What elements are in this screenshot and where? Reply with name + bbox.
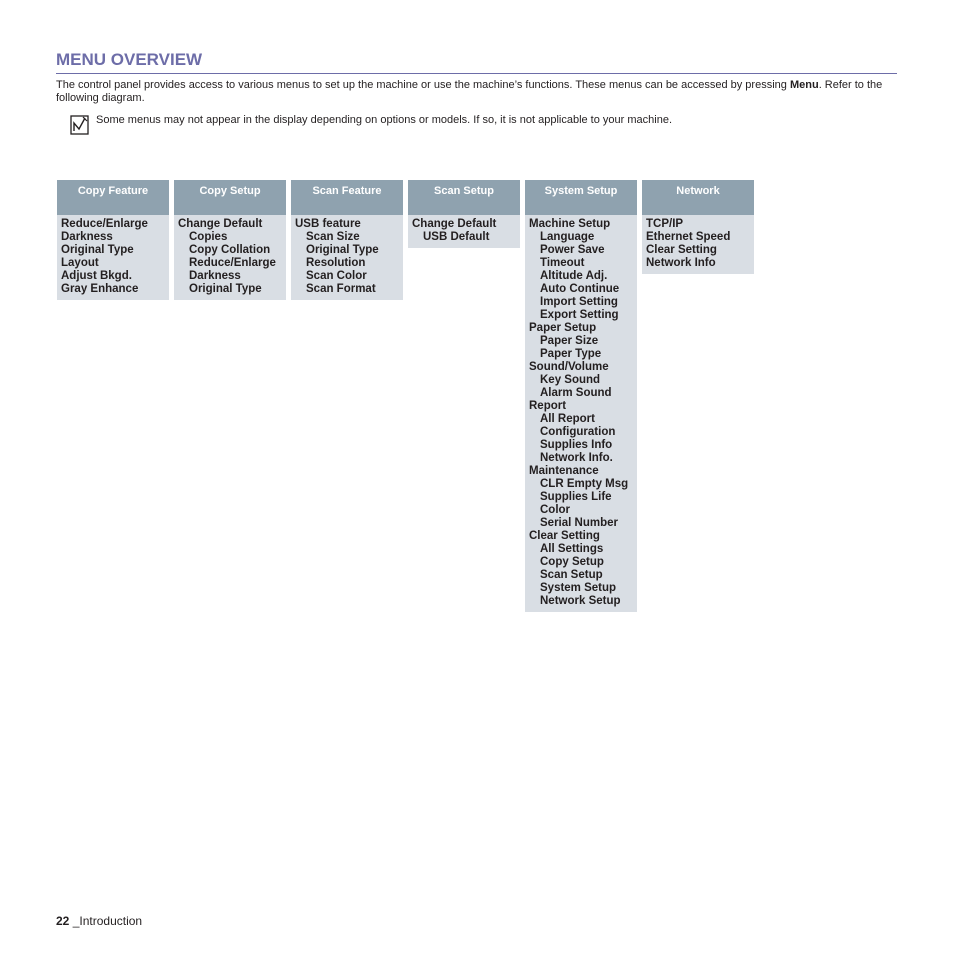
submenu-item: All Report — [540, 413, 595, 425]
menu-item: Machine Setup — [529, 218, 611, 230]
submenu-item: Serial Number — [540, 517, 618, 529]
menu-item: Report — [529, 400, 567, 412]
menu-item: Change Default — [178, 218, 263, 230]
note-box — [70, 114, 890, 138]
submenu-item: Paper Type — [540, 348, 602, 360]
submenu-item: Reduce/Enlarge — [189, 257, 276, 269]
menu-header: Copy Setup — [174, 180, 286, 215]
submenu-item: Language — [540, 231, 595, 243]
menu-item: Ethernet Speed — [646, 231, 731, 243]
intro-text-end: . Refer to the following diagram. — [56, 79, 883, 104]
menu-item: Clear Setting — [646, 244, 717, 256]
submenu-item: Color — [540, 504, 571, 516]
submenu-item: Export Setting — [540, 309, 619, 321]
submenu-item: Network Info. — [540, 452, 613, 464]
submenu-item: Copy Setup — [540, 556, 604, 568]
submenu-item: Import Setting — [540, 296, 618, 308]
menu-items — [291, 215, 403, 300]
menu-item: Reduce/Enlarge — [61, 218, 148, 230]
menu-items — [408, 215, 520, 248]
menu-column-copy-feature — [57, 180, 169, 300]
intro-paragraph — [56, 79, 916, 105]
submenu-item: Network Setup — [540, 595, 621, 607]
submenu-item: Original Type — [306, 244, 379, 256]
menu-items — [642, 215, 754, 274]
note-pencil-icon — [70, 114, 90, 136]
menu-item: TCP/IP — [646, 218, 684, 230]
menu-column-scan-feature — [291, 180, 403, 300]
submenu-item: Darkness — [189, 270, 241, 282]
menu-item: Darkness — [61, 231, 113, 243]
menu-column-system-setup — [525, 180, 637, 612]
submenu-item: Scan Format — [306, 283, 376, 295]
submenu-item: Timeout — [540, 257, 585, 269]
menu-column-network — [642, 180, 754, 274]
intro-text: The control panel provides access to various menus to set up the machine or use the machine’s functions. These menus can be accessed by pressing — [56, 79, 790, 91]
page-title: MENU OVERVIEW — [56, 50, 897, 74]
menu-item: Sound/Volume — [529, 361, 609, 373]
menu-items — [525, 215, 637, 612]
submenu-item: All Settings — [540, 543, 604, 555]
submenu-item: Copy Collation — [189, 244, 271, 256]
menu-item: Clear Setting — [529, 530, 600, 542]
submenu-item: Configuration — [540, 426, 616, 438]
menu-item: Network Info — [646, 257, 716, 269]
menu-items — [57, 215, 169, 300]
menu-header: Scan Feature — [291, 180, 403, 215]
submenu-item: Copies — [189, 231, 228, 243]
menu-item: Change Default — [412, 218, 497, 230]
menu-item: Layout — [61, 257, 99, 269]
submenu-item: Power Save — [540, 244, 605, 256]
menu-item: Paper Setup — [529, 322, 597, 334]
menu-item: Maintenance — [529, 465, 599, 477]
submenu-item: Scan Size — [306, 231, 360, 243]
submenu-item: System Setup — [540, 582, 617, 594]
menu-header: Scan Setup — [408, 180, 520, 215]
intro-menu-keyword: Menu — [789, 79, 819, 91]
section-name: _Introduction — [72, 914, 143, 928]
submenu-item: Supplies Info — [540, 439, 613, 451]
page-footer — [56, 914, 142, 928]
menu-item: USB feature — [295, 218, 361, 230]
submenu-item: Paper Size — [540, 335, 599, 347]
submenu-item: Supplies Life — [540, 491, 612, 503]
page-number: 22 — [56, 914, 70, 928]
menu-item: Original Type — [61, 244, 134, 256]
menu-items — [174, 215, 286, 300]
menu-header: System Setup — [525, 180, 637, 215]
submenu-item: Scan Color — [306, 270, 367, 282]
note-text: Some menus may not appear in the display depending on options or models. If so, it is not applicable to your machine. — [96, 114, 673, 126]
submenu-item: Alarm Sound — [540, 387, 612, 399]
menu-header: Network — [642, 180, 754, 215]
submenu-item: Auto Continue — [540, 283, 620, 295]
submenu-item: CLR Empty Msg — [540, 478, 629, 490]
menu-column-copy-setup — [174, 180, 286, 300]
submenu-item: Key Sound — [540, 374, 601, 386]
menu-item: Gray Enhance — [61, 283, 139, 295]
submenu-item: Scan Setup — [540, 569, 603, 581]
submenu-item: Altitude Adj. — [540, 270, 608, 282]
submenu-item: USB Default — [423, 231, 490, 243]
menu-item: Adjust Bkgd. — [61, 270, 132, 282]
submenu-item: Resolution — [306, 257, 366, 269]
menu-column-scan-setup — [408, 180, 520, 248]
submenu-item: Original Type — [189, 283, 262, 295]
menu-header: Copy Feature — [57, 180, 169, 215]
